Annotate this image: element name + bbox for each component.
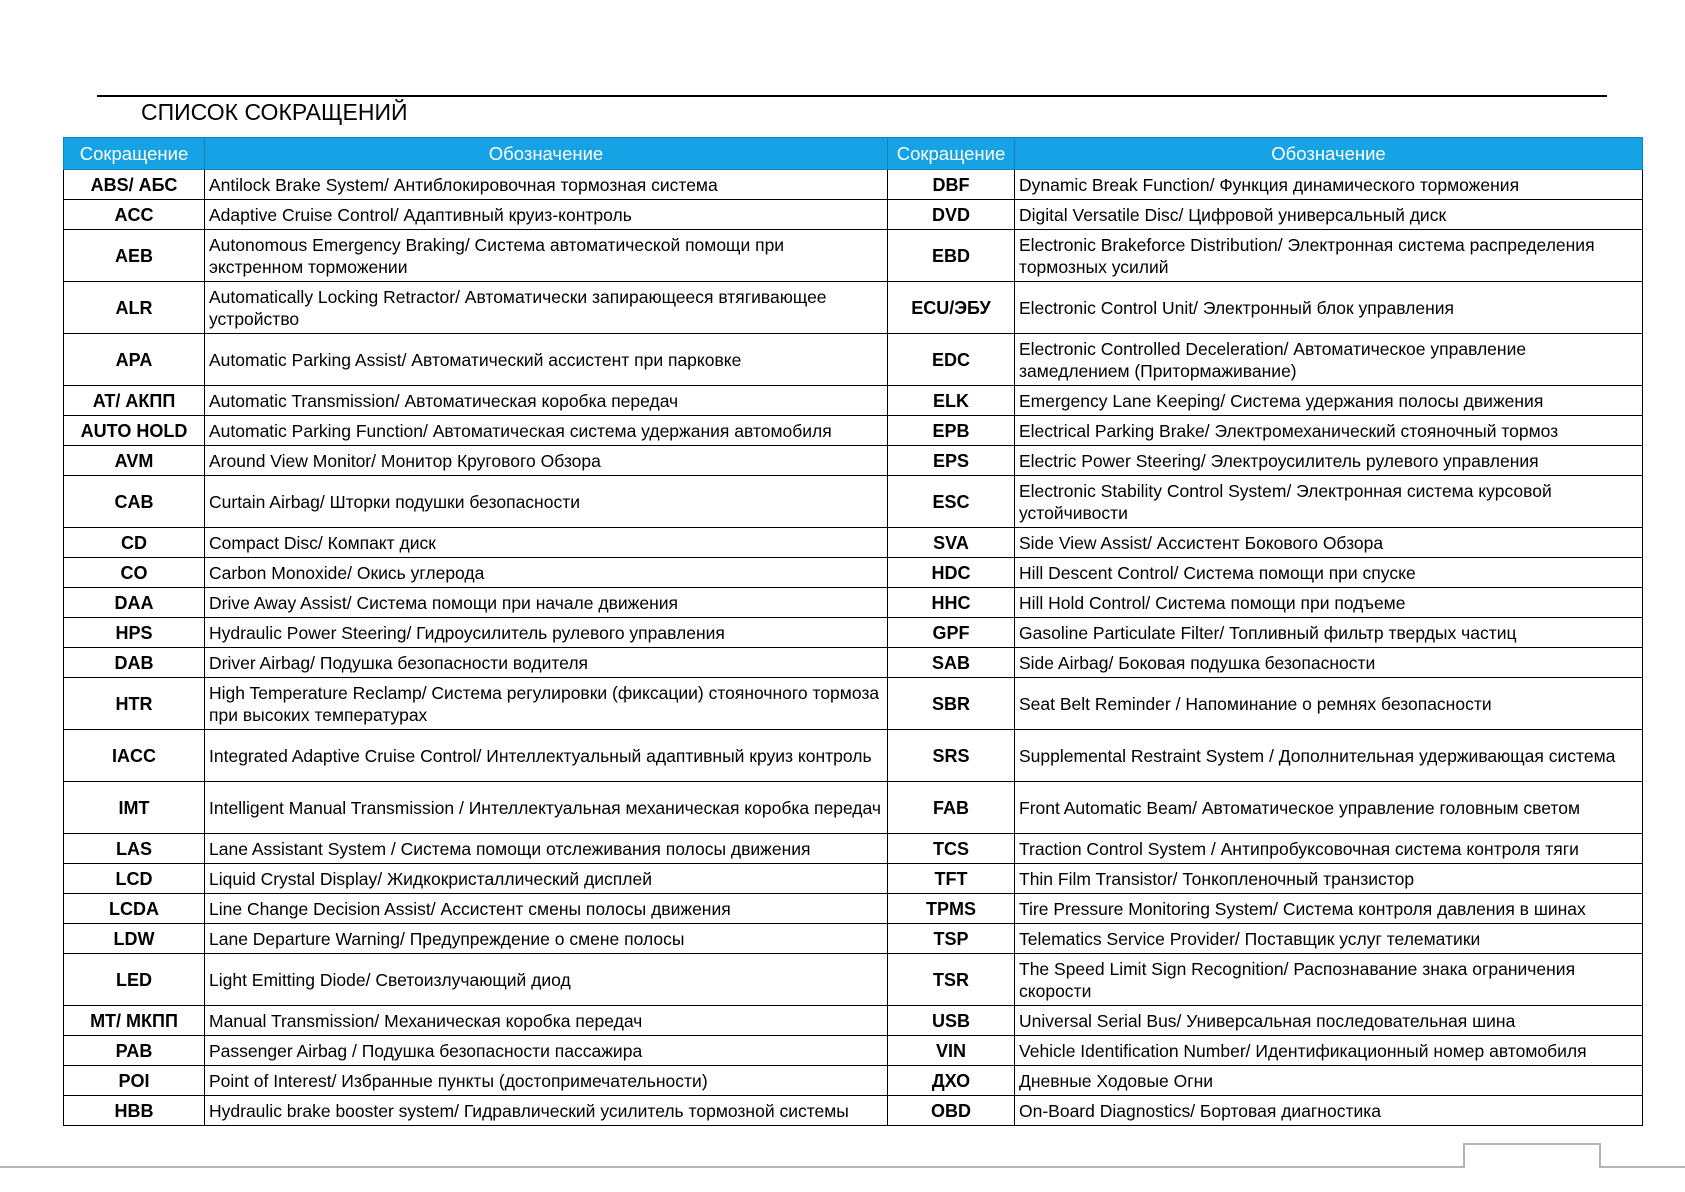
table-row (64, 834, 1643, 864)
desc-left-cell: Lane Departure Warning/ Предупреждение о смене полосы (205, 924, 888, 954)
desc-left-cell: Passenger Airbag / Подушка безопасности пассажира (205, 1036, 888, 1066)
desc-right-cell: Side View Assist/ Ассистент Бокового Обзора (1015, 528, 1643, 558)
abbr-right-cell: TPMS (888, 894, 1015, 924)
abbr-left-cell: LDW (64, 924, 205, 954)
abbr-left-cell: POI (64, 1066, 205, 1096)
table-row (64, 476, 1643, 528)
desc-right-cell: Digital Versatile Disc/ Цифровой универсальный диск (1015, 200, 1643, 230)
abbr-left-cell: IACC (64, 730, 205, 782)
desc-right-cell: Tire Pressure Monitoring System/ Система контроля давления в шинах (1015, 894, 1643, 924)
abbr-left-cell: AEB (64, 230, 205, 282)
desc-right-cell: Electronic Stability Control System/ Электронная система курсовой устойчивости (1015, 476, 1643, 528)
desc-right-cell: Hill Descent Control/ Система помощи при спуске (1015, 558, 1643, 588)
desc-left-cell: Carbon Monoxide/ Окись углерода (205, 558, 888, 588)
abbr-right-cell: VIN (888, 1036, 1015, 1066)
desc-left-cell: Manual Transmission/ Механическая коробка передач (205, 1006, 888, 1036)
abbr-right-cell: USB (888, 1006, 1015, 1036)
desc-left-cell: Automatic Transmission/ Автоматическая коробка передач (205, 386, 888, 416)
table-row (64, 1006, 1643, 1036)
header-abbr-left: Сокращение (64, 138, 205, 170)
desc-left-cell: Automatic Parking Function/ Автоматическая система удержания автомобиля (205, 416, 888, 446)
abbr-left-cell: MT/ МКПП (64, 1006, 205, 1036)
table-row (64, 528, 1643, 558)
abbr-left-cell: HBB (64, 1096, 205, 1126)
abbr-left-cell: DAA (64, 588, 205, 618)
desc-left-cell: Compact Disc/ Компакт диск (205, 528, 888, 558)
desc-right-cell: Seat Belt Reminder / Напоминание о ремнях безопасности (1015, 678, 1643, 730)
header-desc-right: Обозначение (1015, 138, 1643, 170)
desc-right-cell: Thin Film Transistor/ Тонкопленочный транзистор (1015, 864, 1643, 894)
desc-left-cell: Intelligent Manual Transmission / Интеллектуальная механическая коробка передач (205, 782, 888, 834)
header-abbr-right: Сокращение (888, 138, 1015, 170)
table-row (64, 1066, 1643, 1096)
abbr-right-cell: GPF (888, 618, 1015, 648)
desc-left-cell: Liquid Crystal Display/ Жидкокристаллический дисплей (205, 864, 888, 894)
abbr-right-cell: SRS (888, 730, 1015, 782)
desc-left-cell: Hydraulic Power Steering/ Гидроусилитель рулевого управления (205, 618, 888, 648)
desc-left-cell: Driver Airbag/ Подушка безопасности водителя (205, 648, 888, 678)
table-row (64, 588, 1643, 618)
desc-left-cell: Hydraulic brake booster system/ Гидравлический усилитель тормозной системы (205, 1096, 888, 1126)
desc-left-cell: Line Change Decision Assist/ Ассистент смены полосы движения (205, 894, 888, 924)
desc-right-cell: Electronic Brakeforce Distribution/ Электронная система распределения тормозных усилий (1015, 230, 1643, 282)
desc-left-cell: Automatically Locking Retractor/ Автоматически запирающееся втягивающее устройство (205, 282, 888, 334)
table-row (64, 954, 1643, 1006)
table-row (64, 864, 1643, 894)
table-row (64, 416, 1643, 446)
table-row (64, 1036, 1643, 1066)
abbr-right-cell: DVD (888, 200, 1015, 230)
desc-right-cell: Traction Control System / Антипробуксовочная система контроля тяги (1015, 834, 1643, 864)
desc-left-cell: Antilock Brake System/ Антиблокировочная тормозная система (205, 170, 888, 200)
abbr-left-cell: APA (64, 334, 205, 386)
abbr-left-cell: IMT (64, 782, 205, 834)
desc-left-cell: Drive Away Assist/ Система помощи при начале движения (205, 588, 888, 618)
desc-right-cell: Vehicle Identification Number/ Идентификационный номер автомобиля (1015, 1036, 1643, 1066)
abbr-right-cell: HHC (888, 588, 1015, 618)
abbr-left-cell: ALR (64, 282, 205, 334)
desc-right-cell: Front Automatic Beam/ Автоматическое управление головным светом (1015, 782, 1643, 834)
table-row (64, 446, 1643, 476)
abbr-right-cell: TFT (888, 864, 1015, 894)
abbr-right-cell: ECU/ЭБУ (888, 282, 1015, 334)
table-row (64, 170, 1643, 200)
table-row (64, 678, 1643, 730)
abbr-left-cell: ACC (64, 200, 205, 230)
abbr-left-cell: LAS (64, 834, 205, 864)
table-row (64, 200, 1643, 230)
abbr-left-cell: PAB (64, 1036, 205, 1066)
desc-left-cell: Adaptive Cruise Control/ Адаптивный круиз-контроль (205, 200, 888, 230)
abbr-right-cell: EDC (888, 334, 1015, 386)
desc-left-cell: Autonomous Emergency Braking/ Система автоматической помощи при экстренном торможении (205, 230, 888, 282)
abbr-left-cell: LCDA (64, 894, 205, 924)
abbr-left-cell: HPS (64, 618, 205, 648)
table-row (64, 230, 1643, 282)
desc-right-cell: Universal Serial Bus/ Универсальная последовательная шина (1015, 1006, 1643, 1036)
abbr-right-cell: ДХО (888, 1066, 1015, 1096)
desc-left-cell: Point of Interest/ Избранные пункты (достопримечательности) (205, 1066, 888, 1096)
desc-left-cell: Light Emitting Diode/ Светоизлучающий диод (205, 954, 888, 1006)
abbr-right-cell: HDC (888, 558, 1015, 588)
table-body (64, 170, 1643, 1126)
page-number-tab (1463, 1143, 1601, 1168)
abbr-left-cell: LCD (64, 864, 205, 894)
desc-left-cell: Curtain Airbag/ Шторки подушки безопасности (205, 476, 888, 528)
table-row (64, 558, 1643, 588)
abbr-left-cell: CD (64, 528, 205, 558)
desc-right-cell: Side Airbag/ Боковая подушка безопасности (1015, 648, 1643, 678)
footer-rule (0, 1166, 1464, 1168)
abbr-left-cell: AUTO HOLD (64, 416, 205, 446)
desc-right-cell: Electrical Parking Brake/ Электромеханический стояночный тормоз (1015, 416, 1643, 446)
abbr-right-cell: OBD (888, 1096, 1015, 1126)
table-row (64, 924, 1643, 954)
table-row (64, 386, 1643, 416)
abbr-right-cell: FAB (888, 782, 1015, 834)
desc-right-cell: Telematics Service Provider/ Поставщик услуг телематики (1015, 924, 1643, 954)
abbr-right-cell: TSR (888, 954, 1015, 1006)
desc-right-cell: On-Board Diagnostics/ Бортовая диагностика (1015, 1096, 1643, 1126)
desc-right-cell: Emergency Lane Keeping/ Система удержания полосы движения (1015, 386, 1643, 416)
abbr-left-cell: ABS/ АБС (64, 170, 205, 200)
abbr-right-cell: TSP (888, 924, 1015, 954)
abbr-right-cell: ESC (888, 476, 1015, 528)
desc-right-cell: Dynamic Break Function/ Функция динамического торможения (1015, 170, 1643, 200)
abbr-left-cell: HTR (64, 678, 205, 730)
header-desc-left: Обозначение (205, 138, 888, 170)
abbr-left-cell: AT/ АКПП (64, 386, 205, 416)
desc-right-cell: Gasoline Particulate Filter/ Топливный фильтр твердых частиц (1015, 618, 1643, 648)
abbr-right-cell: EPB (888, 416, 1015, 446)
table-row (64, 282, 1643, 334)
abbr-left-cell: DAB (64, 648, 205, 678)
abbr-right-cell: EBD (888, 230, 1015, 282)
table-row (64, 334, 1643, 386)
table-row (64, 618, 1643, 648)
abbr-right-cell: TCS (888, 834, 1015, 864)
abbr-left-cell: LED (64, 954, 205, 1006)
desc-right-cell: Дневные Ходовые Огни (1015, 1066, 1643, 1096)
desc-right-cell: Supplemental Restraint System / Дополнительная удерживающая система (1015, 730, 1643, 782)
desc-right-cell: The Speed Limit Sign Recognition/ Распознавание знака ограничения скорости (1015, 954, 1643, 1006)
table-row (64, 730, 1643, 782)
desc-right-cell: Electric Power Steering/ Электроусилитель рулевого управления (1015, 446, 1643, 476)
abbr-left-cell: CAB (64, 476, 205, 528)
table-row (64, 648, 1643, 678)
abbreviations-table (63, 137, 1643, 1126)
desc-left-cell: High Temperature Reclamp/ Система регулировки (фиксации) стояночного тормоза при высоких температурах (205, 678, 888, 730)
table-row (64, 782, 1643, 834)
footer-rule-right (1599, 1166, 1685, 1168)
abbr-right-cell: SVA (888, 528, 1015, 558)
desc-left-cell: Automatic Parking Assist/ Автоматический ассистент при парковке (205, 334, 888, 386)
desc-right-cell: Hill Hold Control/ Система помощи при подъеме (1015, 588, 1643, 618)
desc-right-cell: Electronic Controlled Deceleration/ Автоматическое управление замедлением (Притормаживание) (1015, 334, 1643, 386)
abbr-left-cell: AVM (64, 446, 205, 476)
abbr-right-cell: SAB (888, 648, 1015, 678)
desc-left-cell: Around View Monitor/ Монитор Кругового Обзора (205, 446, 888, 476)
page-title: СПИСОК СОКРАЩЕНИЙ (141, 99, 408, 125)
abbr-right-cell: DBF (888, 170, 1015, 200)
table-row (64, 1096, 1643, 1126)
abbr-right-cell: EPS (888, 446, 1015, 476)
desc-left-cell: Lane Assistant System / Система помощи отслеживания полосы движения (205, 834, 888, 864)
abbr-right-cell: ELK (888, 386, 1015, 416)
desc-left-cell: Integrated Adaptive Cruise Control/ Интеллектуальный адаптивный круиз контроль (205, 730, 888, 782)
table-header-row (64, 138, 1643, 170)
abbr-right-cell: SBR (888, 678, 1015, 730)
abbr-left-cell: CO (64, 558, 205, 588)
table-row (64, 894, 1643, 924)
desc-right-cell: Electronic Control Unit/ Электронный блок управления (1015, 282, 1643, 334)
